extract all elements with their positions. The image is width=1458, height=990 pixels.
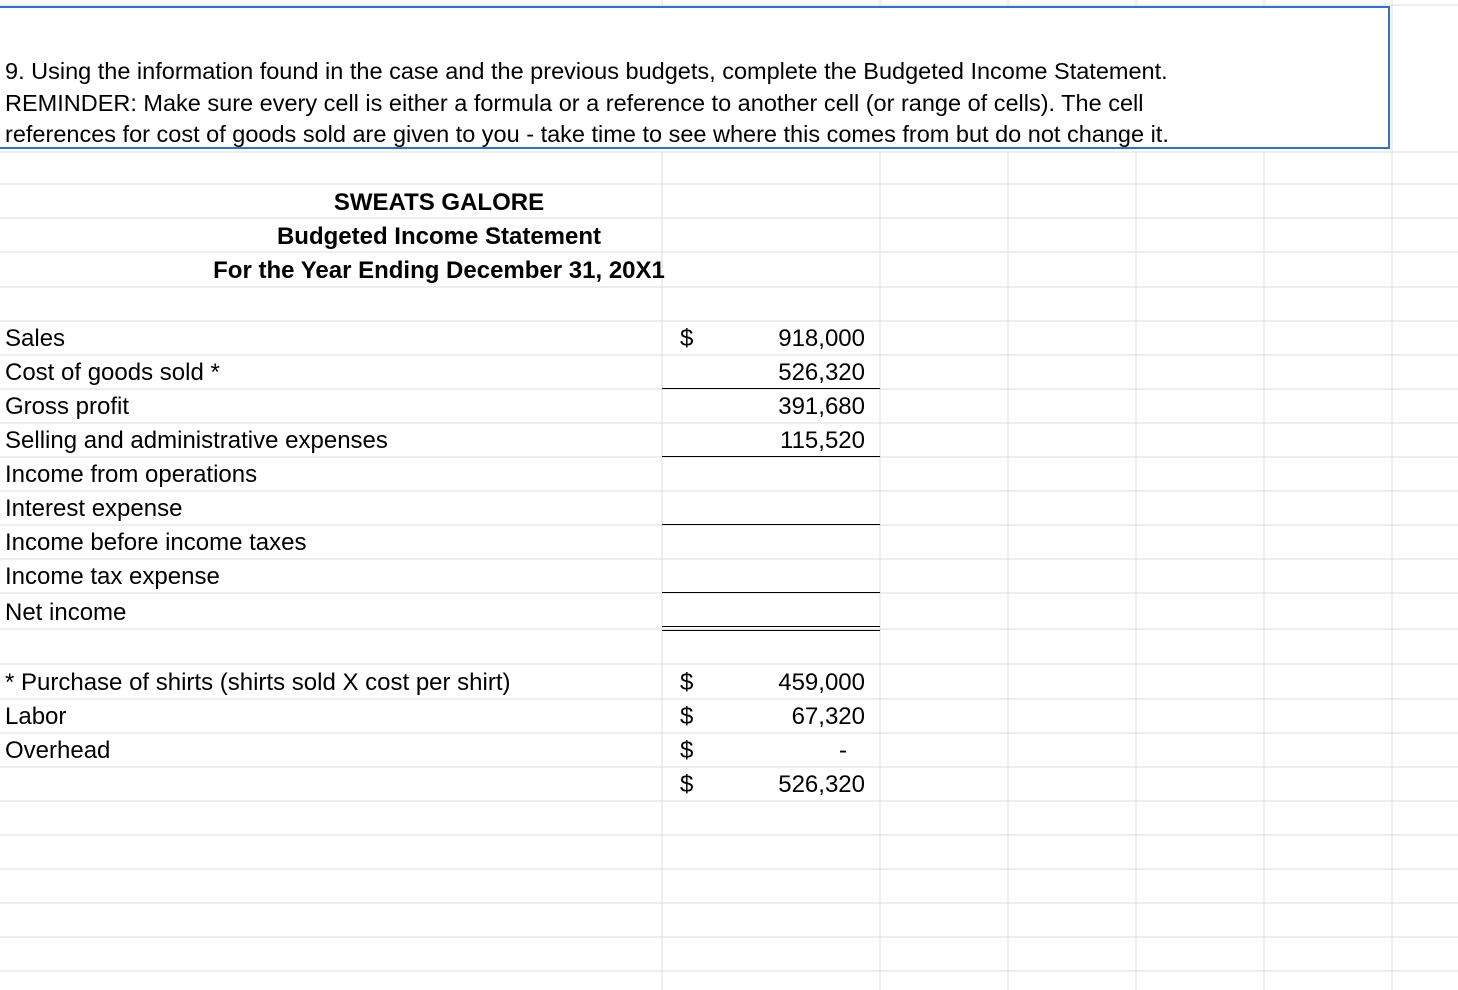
- instruction-line-1: 9. Using the information found in the case and the previous budgets, complete the Budgeted Income Statement.: [5, 58, 1168, 84]
- net-income-double-underline-1: [662, 626, 880, 627]
- labor-currency: $: [680, 703, 694, 730]
- instruction-line-3: references for cost of goods sold are given to you - take time to see where this comes from but do not change it.: [5, 121, 1169, 147]
- sga-label: Selling and administrative expenses: [5, 427, 388, 454]
- overhead-currency: $: [680, 737, 694, 764]
- net-income-double-underline-2: [662, 630, 880, 631]
- cogs-value[interactable]: 526,320: [778, 359, 865, 386]
- sales-value[interactable]: 918,000: [778, 325, 865, 352]
- interest-label: Interest expense: [5, 495, 183, 522]
- labor-value[interactable]: 67,320: [791, 703, 865, 730]
- cogs-underline: [662, 388, 880, 389]
- sales-currency: $: [680, 325, 694, 352]
- statement-title: Budgeted Income Statement: [276, 223, 602, 250]
- tax-label: Income tax expense: [5, 563, 220, 590]
- income-before-tax-label: Income before income taxes: [5, 529, 307, 556]
- cogs-total-currency: $: [680, 771, 694, 798]
- gross-profit-value[interactable]: 391,680: [778, 393, 865, 420]
- sga-value[interactable]: 115,520: [780, 427, 865, 454]
- sales-label: Sales: [5, 325, 66, 352]
- cogs-total-value[interactable]: 526,320: [778, 771, 865, 798]
- overhead-value[interactable]: -: [839, 737, 847, 764]
- labor-label: Labor: [5, 703, 67, 730]
- instruction-line-2: REMINDER: Make sure every cell is either a formula or a reference to another cell (or range of cells). The cell: [5, 90, 1144, 116]
- sga-underline: [662, 456, 880, 457]
- cogs-label: Cost of goods sold *: [5, 359, 220, 386]
- tax-underline: [662, 592, 880, 593]
- statement-period: For the Year Ending December 31, 20X1: [213, 257, 665, 284]
- purchase-value[interactable]: 459,000: [778, 669, 865, 696]
- purchase-label: * Purchase of shirts (shirts sold X cost per shirt): [5, 669, 511, 696]
- income-ops-label: Income from operations: [5, 461, 258, 488]
- interest-underline: [662, 524, 880, 525]
- net-income-label: Net income: [5, 599, 127, 626]
- overhead-label: Overhead: [5, 737, 111, 764]
- gross-profit-label: Gross profit: [5, 393, 130, 420]
- purchase-currency: $: [680, 669, 694, 696]
- company-name: SWEATS GALORE: [333, 189, 545, 216]
